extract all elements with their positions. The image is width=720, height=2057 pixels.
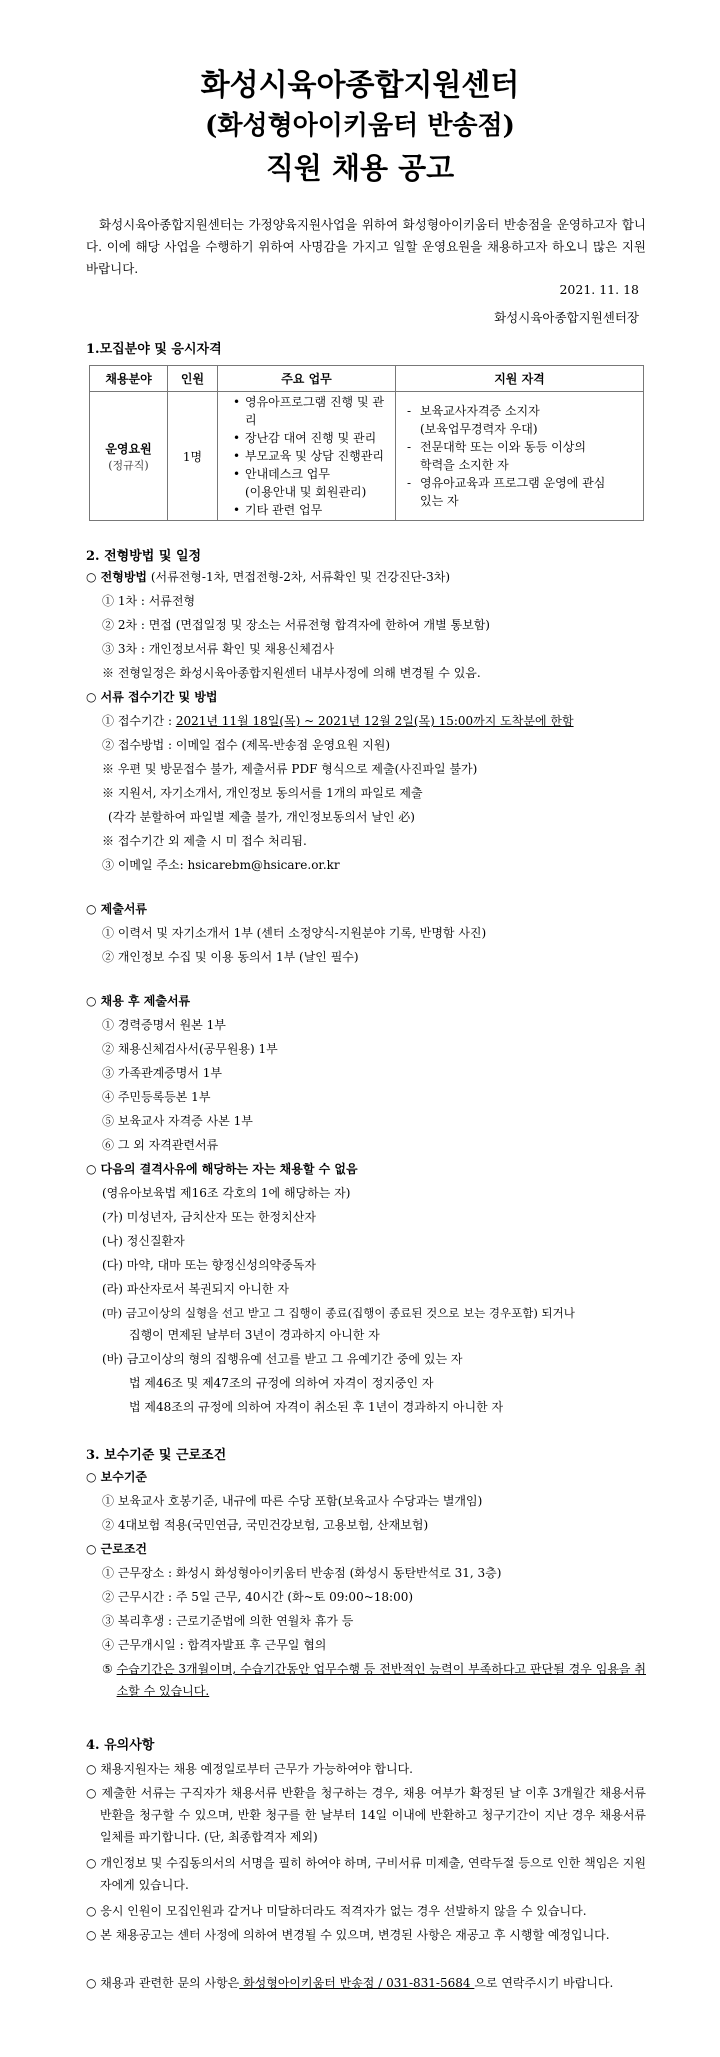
disqualification-item: (바) 금고이상의 형의 집행유예 선고를 받고 그 유예기간 중에 있는 자 — [102, 1352, 463, 1366]
receive-note-2-cont: (각각 분할하여 파일별 제출 불가, 개인정보동의서 날인 必) — [108, 810, 415, 824]
note-item-5: ○ 본 채용공고는 센터 사정에 의하여 변경될 수 있으며, 변경된 사항은 재공고 후 시행할 예정입니다. — [86, 1928, 610, 1942]
list-item: • 영유아프로그램 진행 및 관리 — [233, 393, 394, 429]
receive-period-label: ① 접수기간 : — [102, 714, 176, 728]
receive-period-value: 2021년 11월 18일(목) ~ 2021년 12월 2일(목) 15:00까지 도착분에 한함 — [175, 714, 574, 728]
docs-item-2: ② 개인정보 수집 및 이용 동의서 1부 (날인 필수) — [102, 950, 359, 964]
qual-text: 영유아교육과 프로그램 운영에 관심 — [420, 476, 606, 490]
work-item-5 — [102, 1658, 646, 1702]
work-item-5-num: ⑤ — [102, 1662, 117, 1676]
duties-list — [219, 393, 394, 519]
work-item-1: ① 근무장소 : 화성시 화성형아이키움터 반송점 (화성시 동탄반석로 31, 3층) — [102, 1566, 502, 1580]
list-item — [407, 402, 642, 438]
col-header-duties: 주요 업무 — [218, 366, 396, 392]
pay-item-1: ① 보육교사 호봉기준, 내규에 따른 수당 포함(보육교사 수당과는 별개임) — [102, 1494, 483, 1508]
method-step-1: ① 1차 : 서류전형 — [102, 594, 196, 608]
pay-title: ○ 보수기준 — [86, 1470, 148, 1484]
method-step-2: ② 2차 : 면접 (면접일정 및 장소는 서류전형 합격자에 한하여 개별 통보함) — [102, 618, 490, 632]
method-note: ※ 전형일정은 화성시육아종합지원센터 내부사정에 의해 변경될 수 있음. — [102, 666, 481, 680]
disqualification-item: (가) 미성년자, 금치산자 또는 한정치산자 — [102, 1210, 316, 1224]
after-docs-item-5: ⑤ 보육교사 자격증 사본 1부 — [102, 1114, 253, 1128]
method-line — [86, 566, 646, 588]
method-title: ○ 전형방법 — [86, 570, 148, 584]
section1-heading: 1.모집분야 및 응시자격 — [86, 342, 222, 357]
after-docs-item-1: ① 경력증명서 원본 1부 — [102, 1018, 226, 1032]
method-step-3: ③ 3차 : 개인정보서류 확인 및 채용신체검사 — [102, 642, 335, 656]
section3-heading: 3. 보수기준 및 근로조건 — [86, 1448, 227, 1463]
col-header-qualification: 지원 자격 — [396, 366, 644, 392]
list-item: • 장난감 대여 진행 및 관리 — [233, 429, 394, 447]
after-docs-item-4: ④ 주민등록등본 1부 — [102, 1090, 211, 1104]
after-docs-item-6: ⑥ 그 외 자격관련서류 — [102, 1138, 219, 1152]
note-item-3: ○ 개인정보 및 수집동의서의 서명을 필히 하여야 하며, 구비서류 미제출, 연락두절 등으로 인한 책임은 지원자에게 있습니다. — [86, 1856, 646, 1892]
receive-method: ② 접수방법 : 이메일 접수 (제목-반송점 운영요원 지원) — [102, 738, 391, 752]
work-item-2: ② 근무시간 : 주 5일 근무, 40시간 (화~토 09:00~18:00) — [102, 1590, 414, 1604]
intro-paragraph: 화성시육아종합지원센터는 가정양육지원사업을 위하여 화성형아이키움터 반송점을 운영하고자 합니다. 이에 해당 사업을 수행하기 위하여 사명감을 가지고 일할 운영요원을 채용하고자 하오니 많은 지원 바랍니다. — [86, 217, 646, 276]
list-item — [233, 465, 394, 501]
cell-qualification — [396, 392, 644, 521]
disqualification-item-sub: 법 제46조 및 제47조의 규정에 의하여 자격이 정지중인 자 — [129, 1376, 434, 1390]
title-line3: 직원 채용 공고 — [265, 151, 455, 185]
cell-field — [90, 392, 168, 521]
receive-note-3: ※ 접수기간 외 제출 시 미 접수 처리됨. — [102, 834, 307, 848]
field-type: (정규직) — [108, 458, 149, 472]
contact-info: 화성형아이키움터 반송점 / 031-831-5684 — [239, 1976, 475, 1990]
docs-item-1: ① 이력서 및 자기소개서 1부 (센터 소정양식-지원분야 기록, 반명함 사진) — [102, 926, 487, 940]
list-item — [407, 438, 642, 474]
duty-text: 안내데스크 업무 — [245, 467, 330, 481]
receive-period — [102, 710, 662, 732]
notice-date: 2021. 11. 18 — [559, 282, 639, 297]
qual-cont: 있는 자 — [420, 494, 459, 508]
note-item-6 — [86, 1972, 646, 1994]
note-item-2: ○ 제출한 서류는 구직자가 채용서류 반환을 청구하는 경우, 채용 여부가 확정된 날 이후 3개월간 채용서류 반환을 청구할 수 있으며, 반환 청구를 한 날부터 14일 이내에 반환하고 청구기간이 지난 경우 채용서류 일체를 파기합니다. (단, 최종합격자 제외) — [86, 1786, 646, 1844]
qual-text: 보육교사자격증 소지자 — [420, 404, 540, 418]
cell-duties — [218, 392, 396, 521]
notice-org: 화성시육아종합지원센터장 — [494, 310, 639, 325]
after-docs-item-3: ③ 가족관계증명서 1부 — [102, 1066, 223, 1080]
docs-title: ○ 제출서류 — [86, 902, 148, 916]
after-docs-title: ○ 채용 후 제출서류 — [86, 994, 191, 1008]
qual-text: 전문대학 또는 이와 동등 이상의 — [420, 440, 586, 454]
qualification-list — [397, 402, 642, 510]
recruit-table — [89, 365, 644, 521]
disqualification-item: (나) 정신질환자 — [102, 1234, 185, 1248]
receive-title: ○ 서류 접수기간 및 방법 — [86, 690, 218, 704]
disqualification-item-sub: 법 제48조의 규정에 의하여 자격이 취소된 후 1년이 경과하지 아니한 자 — [129, 1400, 504, 1414]
list-item: • 부모교육 및 상담 진행관리 — [233, 447, 394, 465]
disqualification-item-cont: 집행이 면제된 날부터 3년이 경과하지 아니한 자 — [129, 1328, 380, 1342]
receive-email: ③ 이메일 주소: hsicarebm@hsicare.or.kr — [102, 858, 340, 872]
col-header-field: 채용분야 — [90, 366, 168, 392]
note-6-prefix: ○ 채용과 관련한 문의 사항은 — [86, 1976, 240, 1990]
table-row — [90, 392, 644, 521]
list-item: • 기타 관련 업무 — [233, 501, 394, 519]
receive-note-1: ※ 우편 및 방문접수 불가, 제출서류 PDF 형식으로 제출(사진파일 불가) — [102, 762, 478, 776]
title-line1: 화성시육아종합지원센터 — [200, 68, 520, 103]
col-header-count: 인원 — [168, 366, 218, 392]
duty-cont: (이용안내 및 회원관리) — [245, 485, 367, 499]
qual-cont: 학력을 소지한 자 — [420, 458, 509, 472]
work-title: ○ 근로조건 — [86, 1542, 148, 1556]
cell-count: 1명 — [168, 392, 218, 521]
after-docs-item-2: ② 채용신체검사서(공무원용) 1부 — [102, 1042, 278, 1056]
list-item — [407, 474, 642, 510]
title-line2: (화성형아이키움터 반송점) — [205, 111, 515, 141]
work-item-5-text: 수습기간은 3개월이며, 수습기간동안 업무수행 등 전반적인 능력이 부족하다고 판단될 경우 임용을 취소할 수 있습니다. — [116, 1662, 646, 1698]
note-item-4: ○ 응시 인원이 모집인원과 같거나 미달하더라도 적격자가 없는 경우 선발하지 않을 수 있습니다. — [86, 1904, 587, 1918]
section2-heading: 2. 전형방법 및 일정 — [86, 549, 202, 564]
pay-item-2: ② 4대보험 적용(국민연금, 국민건강보험, 고용보험, 산재보험) — [102, 1518, 429, 1532]
field-name: 운영요원 — [105, 441, 152, 456]
work-item-4: ④ 근무개시일 : 합격자발표 후 근무일 협의 — [102, 1638, 327, 1652]
note-6-suffix: 으로 연락주시기 바랍니다. — [474, 1976, 614, 1990]
section4-heading: 4. 유의사항 — [86, 1738, 155, 1753]
note-item-1: ○ 채용지원자는 채용 예정일로부터 근무가 가능하여야 합니다. — [86, 1762, 413, 1776]
receive-note-2: ※ 지원서, 자기소개서, 개인정보 동의서를 1개의 파일로 제출 — [102, 786, 423, 800]
disqualification-sub: (영유아보육법 제16조 각호의 1에 해당하는 자) — [102, 1186, 351, 1200]
disqualification-item: (다) 마약, 대마 또는 향정신성의약중독자 — [102, 1258, 316, 1272]
work-item-3: ③ 복리후생 : 근로기준법에 의한 연월차 휴가 등 — [102, 1614, 354, 1628]
qual-cont: (보육업무경력자 우대) — [420, 422, 538, 436]
disqualification-title: ○ 다음의 결격사유에 해당하는 자는 채용할 수 없음 — [86, 1162, 358, 1176]
table-header-row — [90, 366, 644, 392]
disqualification-item: (마) 금고이상의 실형을 선고 받고 그 집행이 종료(집행이 종료된 것으로 보는 경우포함) 되거나 — [102, 1306, 575, 1320]
method-desc: (서류전형-1차, 면접전형-2차, 서류확인 및 건강진단-3차) — [147, 570, 451, 584]
disqualification-item: (라) 파산자로서 복권되지 아니한 자 — [102, 1282, 289, 1296]
